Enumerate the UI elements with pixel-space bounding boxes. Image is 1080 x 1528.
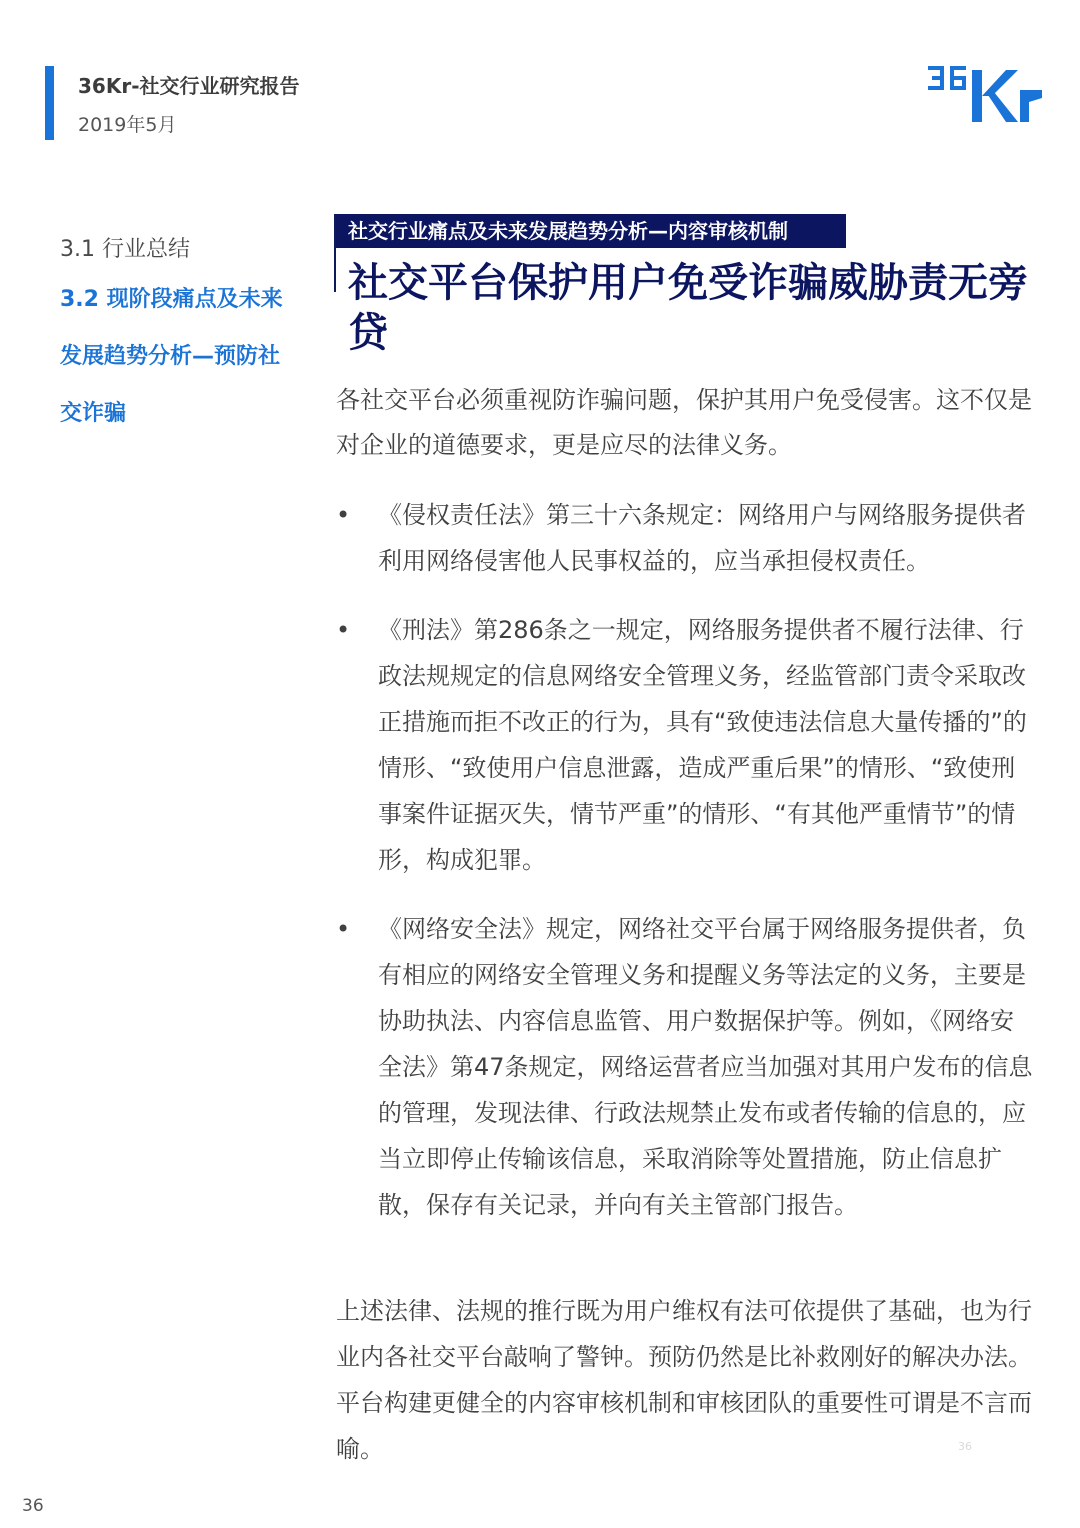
bullet-text: 《刑法》第286条之一规定，网络服务提供者不履行法律、行政法规规定的信息网络安全管理义务，经监管部门责令采取改正措施而拒不改正的行为，具有“致使违法信息大量传播的”的情形、“致使用户信息泄露，造成严重后果”的情形、“致使刑事案件证据灭失，情节严重”的情形、“有其他严重情节”的情形，构成犯罪。: [378, 616, 1027, 874]
bullet-item: [336, 492, 1036, 584]
header-accent-bar: [45, 66, 54, 140]
section-tag: 社交行业痛点及未来发展趋势分析—内容审核机制: [336, 214, 846, 248]
bullet-text: 《侵权责任法》第三十六条规定：网络用户与网络服务提供者利用网络侵害他人民事权益的，应当承担侵权责任。: [378, 501, 1026, 575]
bullet-dot: •: [336, 915, 351, 943]
page-headline: 社交平台保护用户免受诈骗威胁责无旁贷: [348, 260, 1028, 356]
law-bullet-list: [336, 492, 1036, 1251]
report-date: 2019年5月: [78, 114, 177, 136]
report-title: 36Kr-社交行业研究报告: [78, 74, 300, 98]
watermark-page-number: 36: [958, 1440, 972, 1453]
bullet-dot: •: [336, 616, 351, 644]
page-number: 36: [22, 1496, 44, 1516]
toc-item-3-2-active[interactable]: [60, 271, 310, 442]
toc-item-3-1[interactable]: 3.1 行业总结: [60, 237, 190, 262]
bullet-item: [336, 607, 1036, 883]
toc-item-3-2-line-1: 3.2 现阶段痛点及未来: [60, 287, 283, 312]
intro-paragraph: 各社交平台必须重视防诈骗问题，保护其用户免受侵害。这不仅是对企业的道德要求，更是应尽的法律义务。: [336, 386, 1032, 459]
bullet-dot: •: [336, 501, 351, 529]
bullet-text: 《网络安全法》规定，网络社交平台属于网络服务提供者，负有相应的网络安全管理义务和提醒义务等法定的义务，主要是协助执法、内容信息监管、用户数据保护等。例如，《网络安全法》第47条规定，网络运营者应当加强对其用户发布的信息的管理，发现法律、行政法规禁止发布或者传输的信息的，应当立即停止传输该信息，采取消除等处置措施，防止信息扩散，保存有关记录，并向有关主管部门报告。: [378, 915, 1033, 1219]
toc-item-3-2-line-2: 发展趋势分析—预防社: [60, 344, 281, 369]
36kr-logo: [924, 56, 1044, 128]
sidebar-toc: [60, 232, 310, 442]
bullet-item: [336, 906, 1036, 1228]
conclusion-paragraph: 上述法律、法规的推行既为用户维权有法可依提供了基础，也为行业内各社交平台敲响了警钟。预防仍然是比补救刚好的解决办法。平台构建更健全的内容审核机制和审核团队的重要性可谓是不言而喻。: [336, 1297, 1032, 1463]
toc-item-3-2-line-3: 交诈骗: [60, 401, 127, 426]
